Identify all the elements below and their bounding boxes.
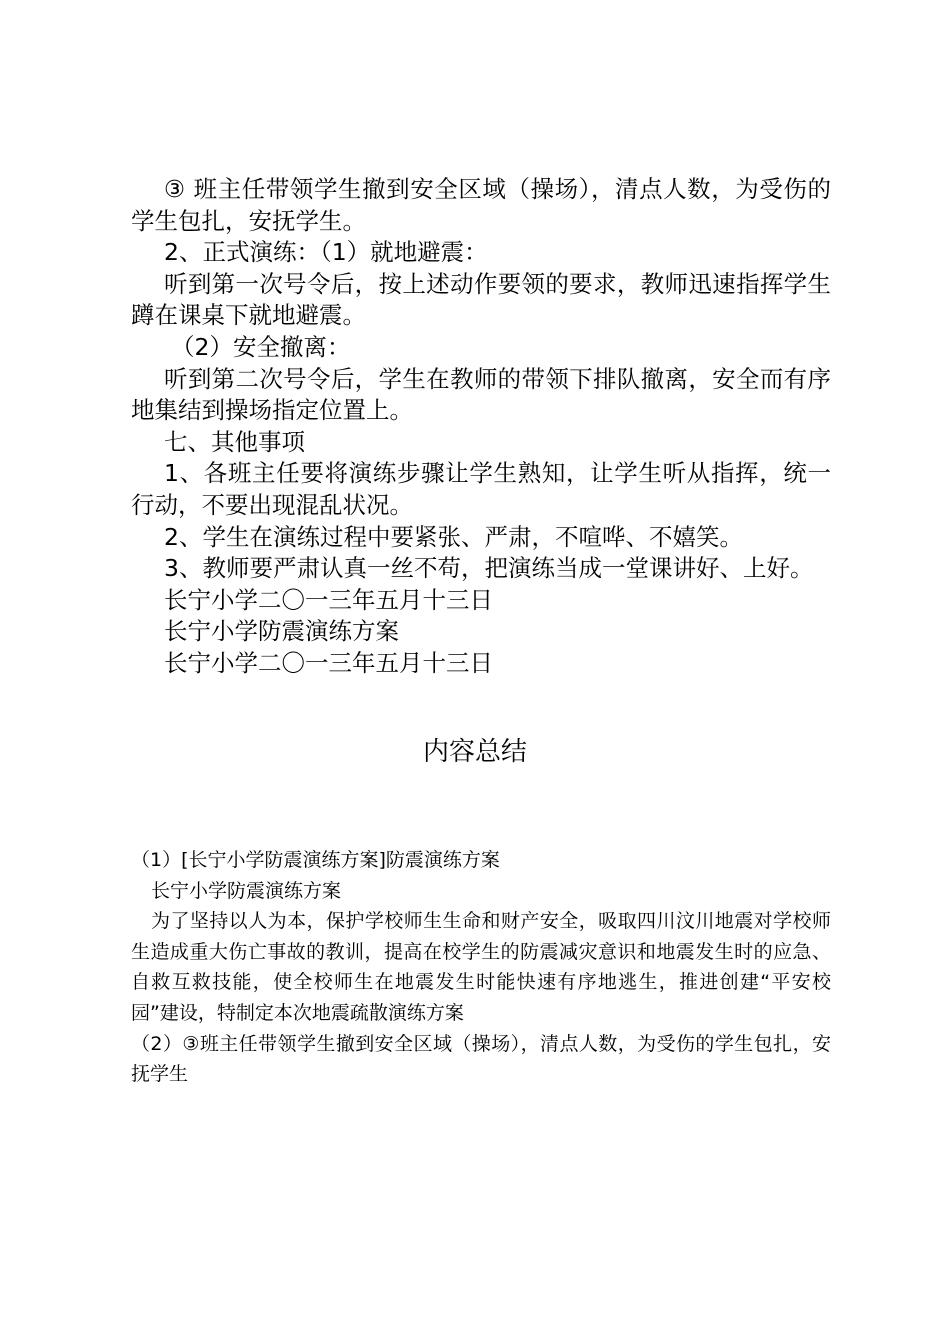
summary-item-1-body: 为了坚持以人为本，保护学校师生生命和财产安全，吸取四川汶川地震对学校师生造成重大伤亡事故的教训，提高在校学生的防震减灾意识和地震发生时的应急、自救互救技能，使全校师生在地震发生时能快速有序地逃生，推进创建“平安校园”建设，特制定本次地震疏散演练方案	[131, 910, 831, 1024]
paragraph-plan-title: 长宁小学防震演练方案	[164, 617, 399, 646]
paragraph-other-matter-1: 1、各班主任要将演练步骤让学生熟知，让学生听从指挥，统一行动，不要出现混乱状况。	[131, 459, 831, 519]
summary-item-1-subtitle: 长宁小学防震演练方案	[151, 879, 342, 902]
paragraph-other-matters-heading: 七、其他事项	[164, 427, 305, 456]
document-body	[131, 174, 831, 680]
summary-item-1-heading: （1）[长宁小学防震演练方案]防震演练方案	[131, 849, 500, 871]
paragraph-safe-evacuation-heading: （2）安全撤离：	[171, 332, 351, 361]
paragraph-first-signal: 听到第一次号令后，按上述动作要领的要求，教师迅速指挥学生蹲在课桌下就地避震。	[131, 269, 831, 330]
paragraph-formal-drill-heading: 2、正式演练：（1）就地避震：	[164, 238, 488, 267]
summary-title: 内容总结	[422, 737, 527, 767]
summary-section	[131, 845, 831, 1090]
paragraph-date-2: 长宁小学二〇一三年五月十三日	[164, 648, 493, 677]
summary-item-2: （2）③班主任带领学生撤到安全区域（操场），清点人数，为受伤的学生包扎，安抚学生	[131, 1032, 831, 1086]
paragraph-second-signal: 听到第二次号令后，学生在教师的带领下排队撤离，安全而有序地集结到操场指定位置上。	[131, 364, 831, 425]
paragraph-other-matter-2: 2、学生在演练过程中要紧张、严肃，不喧哗、不嬉笑。	[164, 522, 743, 551]
paragraph-date-1: 长宁小学二〇一三年五月十三日	[164, 585, 493, 614]
paragraph-other-matter-3: 3、教师要严肃认真一丝不苟，把演练当成一堂课讲好、上好。	[164, 554, 814, 583]
paragraph-step3-evacuate: ③ 班主任带领学生撤到安全区域（操场），清点人数，为受伤的学生包扎，安抚学生。	[131, 175, 831, 235]
